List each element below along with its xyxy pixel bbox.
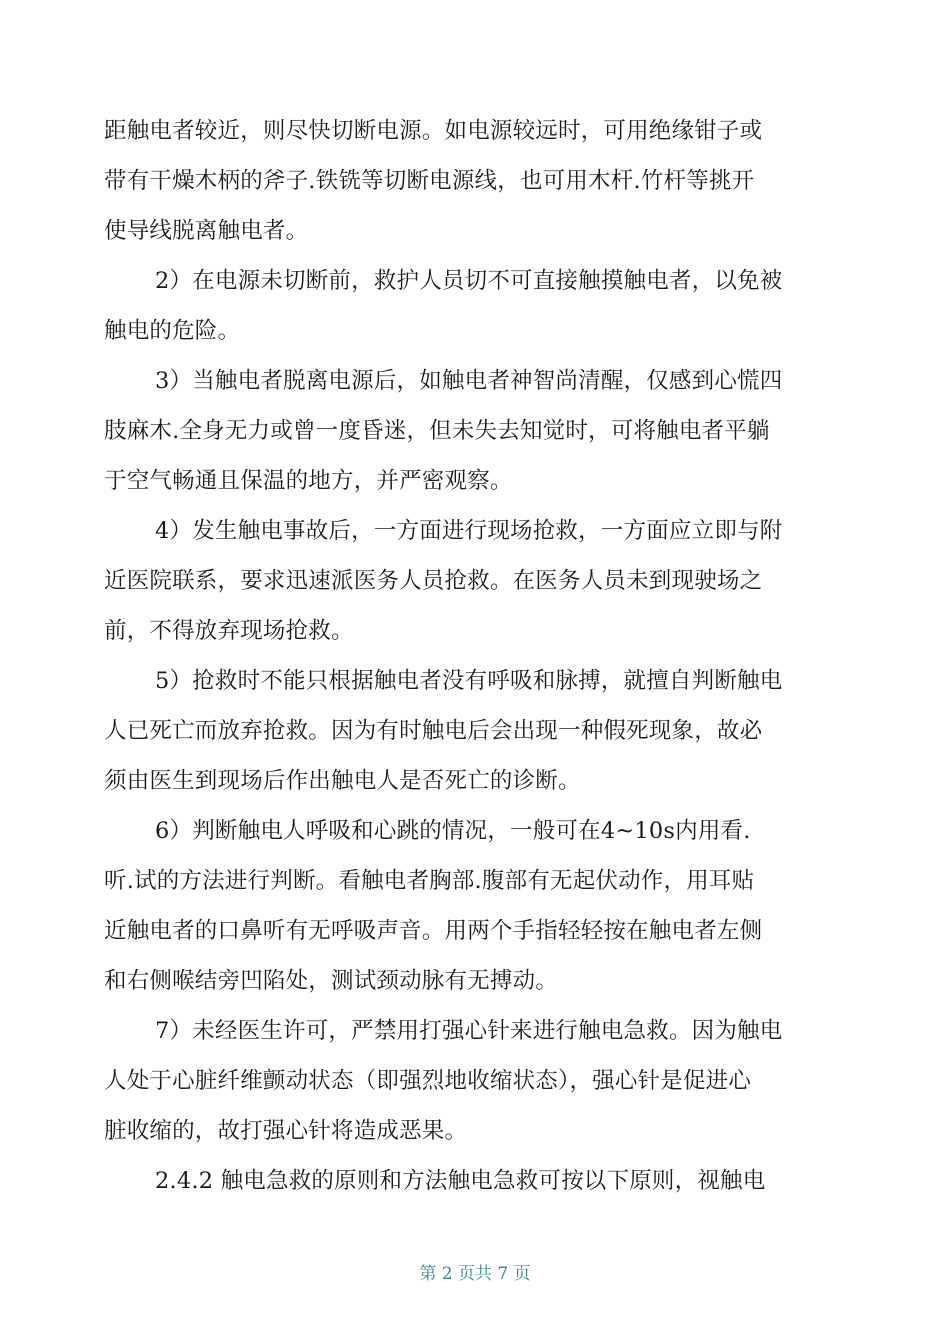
text-line: 2）在电源未切断前，救护人员切不可直接触摸触电者，以免被: [155, 268, 783, 294]
text-line: 前，不得放弃现场抢救。: [104, 618, 354, 644]
text-line: 近医院联系，要求迅速派医务人员抢救。在医务人员未到现驶场之: [104, 568, 763, 594]
text-line: 使导线脱离触电者。: [104, 218, 309, 244]
page-number-footer: 第 2 页共 7 页: [419, 1264, 531, 1284]
text-line: 7）未经医生许可，严禁用打强心针来进行触电急救。因为触电: [155, 1018, 783, 1044]
text-line: 近触电者的口鼻听有无呼吸声音。用两个手指轻轻按在触电者左侧: [104, 918, 763, 944]
text-line: 4）发生触电事故后，一方面进行现场抢救，一方面应立即与附: [155, 518, 783, 544]
text-line: 听.试的方法进行判断。看触电者胸部.腹部有无起伏动作，用耳贴: [104, 868, 755, 894]
text-line: 3）当触电者脱离电源后，如触电者神智尚清醒，仅感到心慌四: [155, 368, 783, 394]
text-line: 肢麻木.全身无力或曾一度昏迷，但未失去知觉时，可将触电者平躺: [104, 418, 770, 444]
text-line: 于空气畅通且保温的地方，并严密观察。: [104, 468, 513, 494]
text-line: 人已死亡而放弃抢救。因为有时触电后会出现一种假死现象，故必: [104, 718, 763, 744]
text-line: 5）抢救时不能只根据触电者没有呼吸和脉搏，就擅自判断触电: [155, 668, 783, 694]
text-line: 人处于心脏纤维颤动状态（即强烈地收缩状态），强心针是促进心: [104, 1068, 752, 1094]
text-line: 脏收缩的，故打强心针将造成恶果。: [104, 1118, 468, 1144]
text-line: 6）判断触电人呼吸和心跳的情况，一般可在4~10s内用看.: [155, 818, 751, 844]
text-line: 带有干燥木柄的斧子.铁铣等切断电源线，也可用木杆.竹杆等挑开: [104, 168, 755, 194]
text-line: 触电的危险。: [104, 318, 241, 344]
text-line: 须由医生到现场后作出触电人是否死亡的诊断。: [104, 768, 581, 794]
text-line: 距触电者较近，则尽快切断电源。如电源较远时，可用绝缘钳子或: [104, 118, 763, 144]
text-line: 2.4.2 触电急救的原则和方法触电急救可按以下原则，视触电: [155, 1168, 766, 1194]
text-line: 和右侧喉结旁凹陷处，测试颈动脉有无搏动。: [104, 968, 559, 994]
